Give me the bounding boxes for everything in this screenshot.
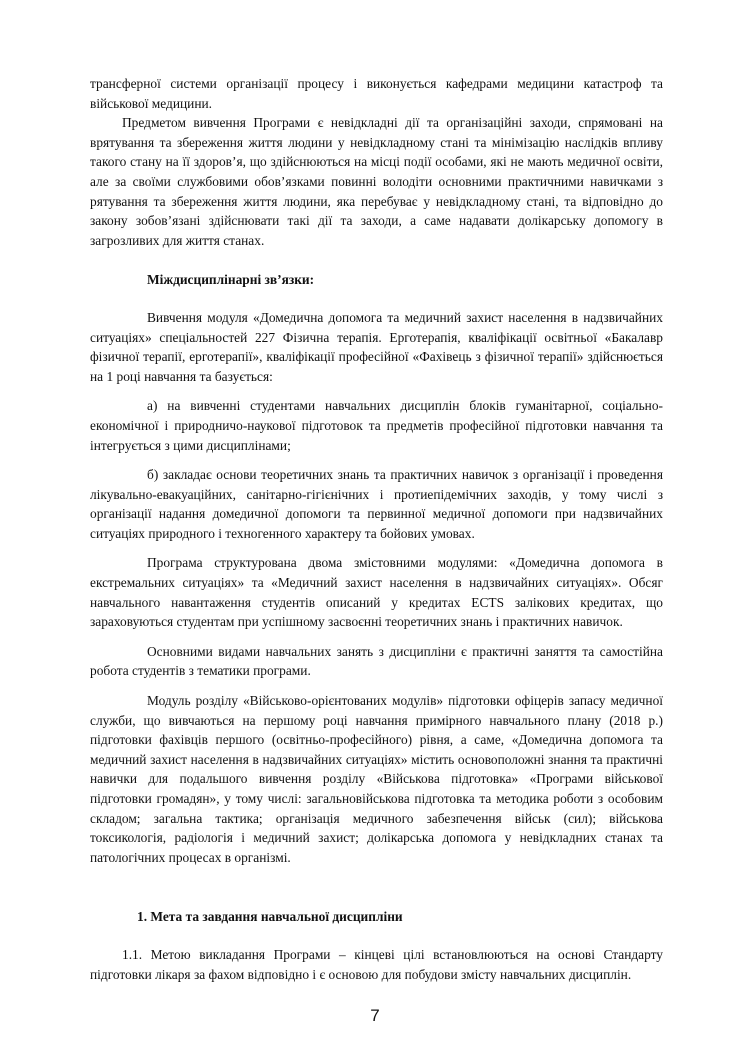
paragraph-class-types: Основними видами навчальних занять з дисципліни є практичні заняття та самостійна робота студентів з тематики програми. (90, 643, 663, 679)
paragraph-goal: 1.1. Метою викладання Програми – кінцеві цілі встановлюються на основі Стандарту підготовки лікаря за фахом відповідно і є основою для побудови змісту навчальних дисциплін. (90, 946, 663, 982)
page-number: 7 (370, 1006, 380, 1025)
document-page (90, 74, 663, 984)
paragraph-military-module: Модуль розділу «Військово-орієнтованих модулів» підготовки офіцерів запасу медичної служби, що вивчаються на першому році навчання примірного навчального плану (2018 р.) підготовки фахівців першого (освітньо-професійного) рівня, а саме, «Домедична допомога та медичний захист населення в надзвичайних ситуаціях» містить основоположні знання та практичні навички для подальшого вивчення розділу «Військова підготовка» «Програми військової підготовки громадян», у тому числі: загальновійськова підготовка та методика роботи з особовим складом; загальна тактика; організація медичного забезпечення військ (сил); військова токсикологія, радіологія і медичний захист; долікарська допомога у невідкладних станах та патологічних процесах в організмі. (90, 693, 663, 865)
paragraph-structure: Програма структурована двома змістовними модулями: «Домедична допомога в екстремальних ситуаціях» та «Медичний захист населення в надзвичайних ситуаціях». Обсяг навчального навантаження студентів описаний у кредитах ECTS залікових кредитах, що зараховуються студентам при успішному засвоєнні теоретичних знань і практичних навичок. (90, 555, 663, 630)
paragraph-item-a: а) на вивченні студентами навчальних дисциплін блоків гуманітарної, соціально-економічної і природничо-наукової підготовок та предметів професійної підготовки навчання та інтегрується з цими дисциплінами; (90, 398, 663, 453)
paragraph-item-b: б) закладає основи теоретичних знань та практичних навичок з організації і проведення лікувально-евакуаційних, санітарно-гігієнічних і протиепідемічних заходів, у тому числі з організації надання домедичної допомоги та первинної медичної допомоги при надзвичайних ситуаціях природного і техногенного характеру та бойових умовах. (90, 467, 663, 541)
paragraph-subject: Предметом вивчення Програми є невідкладні дії та організаційні заходи, спрямовані на врятування та збереження життя людини у невідкладному стані та мінімізацію наслідків впливу такого стану на її здоров’я, що здійснюються на місці події особами, які не мають медичної освіти, але за своїми службовими обов’язками повинні володіти основними практичними навичками з рятування та збереження життя людини, яка перебуває у невідкладному стані, та відповідно до закону зобов’язані здійснювати такі дії та заходи, а саме надавати долікарську допомогу в загрозливих для життя станах. (90, 115, 663, 248)
paragraph-continuation: трансферної системи організації процесу і виконується кафедрами медицини катастроф та військової медицини. (90, 76, 663, 111)
section-heading-goals: 1. Мета та завдання навчальної дисципліни (137, 909, 403, 925)
paragraph-module-study: Вивчення модуля «Домедична допомога та медичний захист населення в надзвичайних ситуаціях» спеціальностей 227 Фізична терапія. Ерготерапія, кваліфікації освітньої «Бакалавр фізичної терапії, ерготерапії», кваліфікації професійної «Фахівець з фізичної терапії» здійснюється на 1 році навчання та базується: (90, 309, 663, 384)
heading-interdisciplinary: Міждисциплінарні зв’язки: (147, 272, 315, 288)
